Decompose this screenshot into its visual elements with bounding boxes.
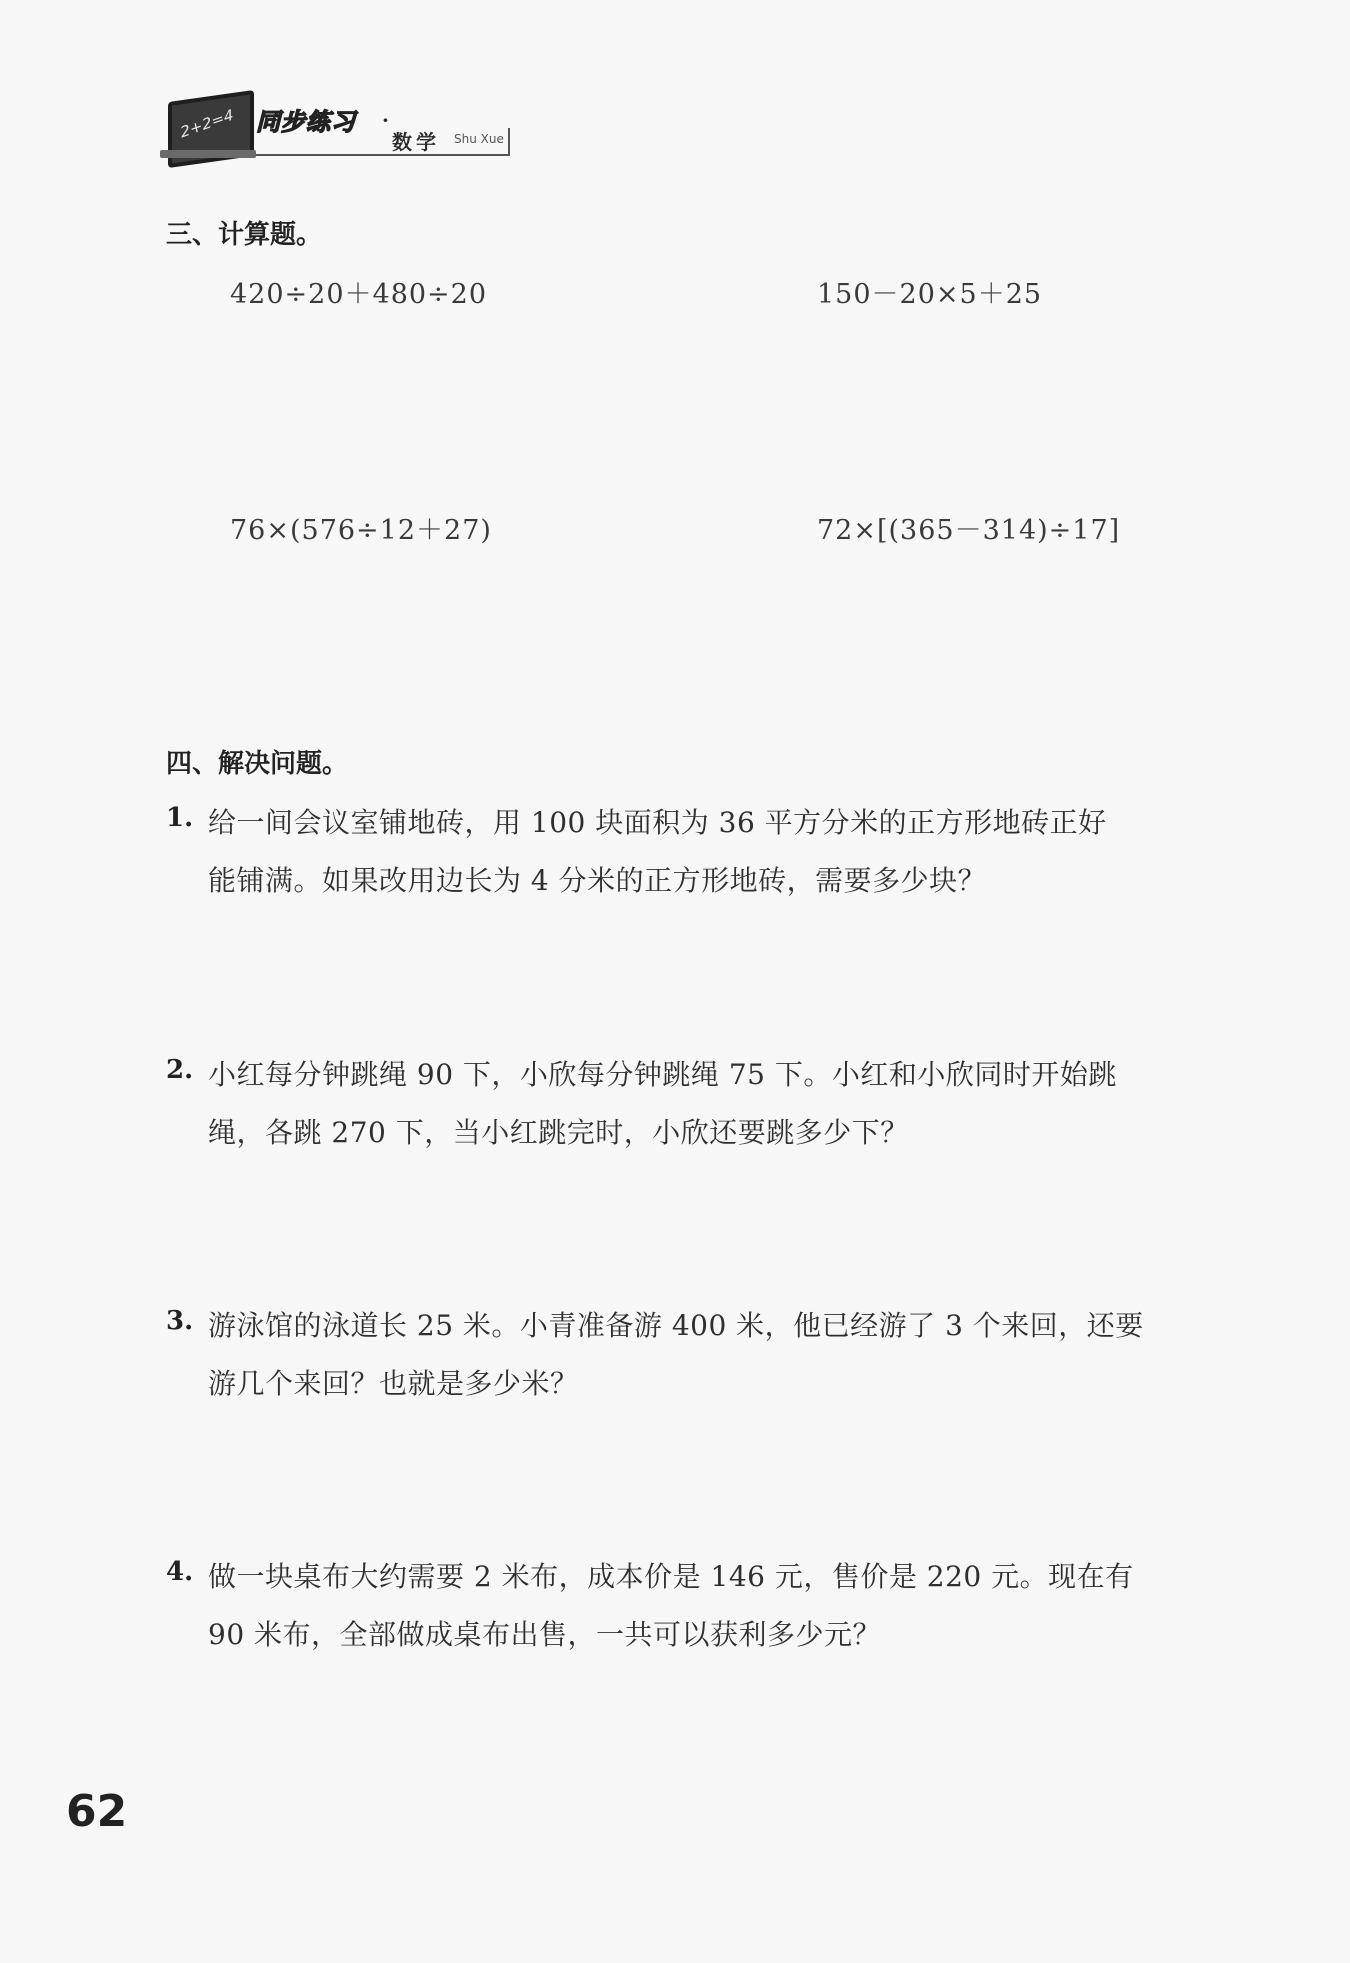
- chalkboard-text: 2+2=4: [178, 105, 236, 142]
- calc-item-4: 72×[(365－314)÷17]: [817, 515, 1121, 546]
- subject-label: 数学: [392, 130, 440, 154]
- calc-item-2: 150－20×5＋25: [817, 279, 1043, 310]
- question-number: 4.: [166, 1557, 194, 1587]
- question-line: 游泳馆的泳道长 25 米。小青准备游 400 米，他已经游了 3 个来回，还要: [208, 1309, 1144, 1342]
- series-title: 同步练习: [256, 108, 356, 136]
- question-line: 给一间会议室铺地砖，用 100 块面积为 36 平方分米的正方形地砖正好: [208, 806, 1107, 839]
- chalkboard-stand: [160, 150, 256, 158]
- section-4-title: 四、解决问题。: [166, 749, 349, 779]
- section-3-title: 三、计算题。: [166, 220, 323, 250]
- header-divider: [508, 128, 510, 156]
- header-underline: [256, 154, 510, 156]
- question-number: 3.: [166, 1306, 194, 1336]
- question-line: 90 米布，全部做成桌布出售，一共可以获利多少元？: [208, 1618, 882, 1651]
- page-number: 62: [66, 1786, 128, 1837]
- question-line: 小红每分钟跳绳 90 下，小欣每分钟跳绳 75 下。小红和小欣同时开始跳: [208, 1058, 1117, 1091]
- header-dot: ·: [382, 108, 389, 132]
- calc-item-3: 76×(576÷12＋27): [230, 515, 492, 546]
- question-line: 游几个来回？也就是多少米？: [208, 1367, 579, 1400]
- question-number: 2.: [166, 1055, 194, 1085]
- question-line: 做一块桌布大约需要 2 米布，成本价是 146 元，售价是 220 元。现在有: [208, 1560, 1134, 1593]
- question-line: 能铺满。如果改用边长为 4 分米的正方形地砖，需要多少块？: [208, 864, 987, 897]
- subject-pinyin: Shu Xue: [454, 132, 504, 146]
- question-number: 1.: [166, 803, 194, 833]
- question-line: 绳，各跳 270 下，当小红跳完时，小欣还要跳多少下？: [208, 1116, 909, 1149]
- page-header: [160, 88, 520, 168]
- calc-item-1: 420÷20＋480÷20: [230, 279, 488, 310]
